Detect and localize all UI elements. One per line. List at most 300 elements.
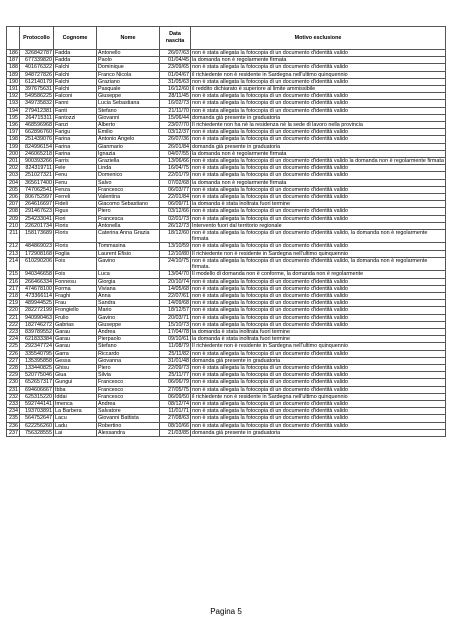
cell-data-nascita: 14/05/68 — [160, 285, 191, 292]
cell-motivo: non è stata allegata la fotocopia di un documento d'identità valido — [191, 321, 446, 328]
table-row — [7, 57, 446, 64]
cell-cognome: Farina — [54, 143, 97, 150]
cell-data-nascita: 20/10/74 — [160, 278, 191, 285]
cell-protocollo: 839789552 — [20, 328, 54, 335]
cell-nome: Dominique — [97, 64, 160, 71]
cell-data-nascita: 26/01/84 — [160, 143, 191, 150]
cell-cognome: Frau — [54, 300, 97, 307]
cell-motivo: non è stata allegata la fotocopia di un documento d'identità valido — [191, 50, 446, 57]
table-row — [7, 71, 446, 78]
cell-data-nascita: 23/09/65 — [160, 64, 191, 71]
cell-data-nascita: 31/05/63 — [160, 78, 191, 85]
cell-row-index: 226 — [7, 350, 20, 357]
table-row — [7, 194, 446, 201]
cell-cognome: Frongiello — [54, 307, 97, 314]
cell-motivo: non è stata allegata la fotocopia di un documento d'identità valido — [191, 129, 446, 136]
cell-motivo: non è stata allegata la fotocopia di un documento d'identità valido — [191, 364, 446, 371]
cell-nome: Valentina — [97, 194, 160, 201]
cell-cognome: Falchi — [54, 86, 97, 93]
table-row — [7, 208, 446, 215]
cell-nome: Francesca — [97, 215, 160, 222]
cell-motivo: non è stata allegata la fotocopia di un documento d'identità valido — [191, 243, 446, 250]
cell-data-nascita: 16/12/60 — [160, 86, 191, 93]
cell-nome: Stefano — [97, 107, 160, 114]
cell-cognome: Farris — [54, 158, 97, 165]
cell-nome: Laurent Efisio — [97, 250, 160, 257]
cell-nome: Franco Nicola — [97, 71, 160, 78]
col-header-protocollo: Protocollo — [20, 27, 54, 50]
cell-data-nascita: 06/06/79 — [160, 379, 191, 386]
cell-cognome: Garau — [54, 343, 97, 350]
table-row — [7, 415, 446, 422]
cell-row-index: 201 — [7, 158, 20, 165]
col-header-index — [7, 27, 20, 50]
table-row — [7, 321, 446, 328]
cell-cognome: Fantozzi — [54, 114, 97, 121]
cell-motivo: domanda già presente in graduatoria — [191, 114, 446, 121]
cell-cognome: Figus — [54, 208, 97, 215]
table-row — [7, 314, 446, 321]
cell-motivo: domanda già presente in graduatoria — [191, 143, 446, 150]
cell-protocollo: 948727826 — [20, 71, 54, 78]
table-row — [7, 343, 446, 350]
cell-motivo: il richiedente non è residente in Sardegna nell'ultimo quinquennio — [191, 393, 446, 400]
table-row — [7, 257, 446, 270]
cell-cognome: Fideli — [54, 201, 97, 208]
cell-row-index: 217 — [7, 285, 20, 292]
cell-data-nascita: 21/03/85 — [160, 429, 191, 436]
table-row — [7, 114, 446, 121]
cell-cognome: Fadda — [54, 57, 97, 64]
cell-protocollo: 824319711 — [20, 165, 54, 172]
table-row — [7, 122, 446, 129]
table-row — [7, 250, 446, 257]
cell-row-index: 200 — [7, 150, 20, 157]
cell-data-nascita: 16/02/73 — [160, 100, 191, 107]
table-row — [7, 300, 446, 307]
cell-nome: Giovanna — [97, 357, 160, 364]
cell-nome: Graziella — [97, 158, 160, 165]
cell-nome: Luca — [97, 271, 160, 278]
cell-protocollo: 182746272 — [20, 321, 54, 328]
cell-nome: Piero — [97, 364, 160, 371]
cell-nome: Giorgia — [97, 278, 160, 285]
cell-data-nascita: 22/01/79 — [160, 172, 191, 179]
table-row — [7, 93, 446, 100]
cell-row-index: 223 — [7, 328, 20, 335]
cell-protocollo: 662896760 — [20, 129, 54, 136]
cell-motivo: non è stata allegata la fotocopia di un documento d'identità valido — [191, 350, 446, 357]
cell-protocollo: 291467623 — [20, 208, 54, 215]
cell-motivo: non è stata allegata la fotocopia di un documento d'identità valido — [191, 300, 446, 307]
cell-data-nascita: 22/09/73 — [160, 364, 191, 371]
cell-cognome: Fraghi — [54, 292, 97, 299]
cell-data-nascita: 06/03/77 — [160, 186, 191, 193]
table-row — [7, 186, 446, 193]
cell-data-nascita: 12/10/80 — [160, 250, 191, 257]
table-row — [7, 328, 446, 335]
cell-row-index: 212 — [7, 243, 20, 250]
cell-nome: Gavino — [97, 314, 160, 321]
cell-row-index: 189 — [7, 71, 20, 78]
cell-row-index: 237 — [7, 429, 20, 436]
cell-motivo: non è stata allegata la fotocopia di un documento d'identità valido — [191, 292, 446, 299]
cell-nome: Tommasina — [97, 243, 160, 250]
cell-motivo: Intervento fuori dal territorio regionale — [191, 222, 446, 229]
cell-protocollo: 622256260 — [20, 422, 54, 429]
table-row — [7, 179, 446, 186]
table-row — [7, 271, 446, 278]
cell-row-index: 203 — [7, 172, 20, 179]
cell-cognome: Fanti — [54, 107, 97, 114]
cell-data-nascita: 27/05/75 — [160, 386, 191, 393]
cell-motivo: Il richiedente non ha nè la residenza nè la sede di lavoro nella provincia — [191, 122, 446, 129]
table-row — [7, 136, 446, 143]
table-row — [7, 165, 446, 172]
cell-nome: Giuseppe — [97, 93, 160, 100]
table-row — [7, 350, 446, 357]
cell-row-index: 205 — [7, 186, 20, 193]
cell-data-nascita: 08/10/66 — [160, 422, 191, 429]
cell-cognome: Fonnesu — [54, 278, 97, 285]
cell-protocollo: 133440825 — [20, 364, 54, 371]
cell-nome: Alberto — [97, 122, 160, 129]
table-row — [7, 50, 446, 57]
cell-nome: Gavino — [97, 257, 160, 270]
cell-nome: Andrea — [97, 328, 160, 335]
cell-cognome: Imenca — [54, 400, 97, 407]
cell-cognome: Farina — [54, 136, 97, 143]
cell-data-nascita: 25/11/77 — [160, 372, 191, 379]
cell-data-nascita: 11/01/71 — [160, 408, 191, 415]
cell-protocollo: 326842787 — [20, 50, 54, 57]
cell-nome: Viviana — [97, 285, 160, 292]
cell-nome: Francesco — [97, 393, 160, 400]
cell-protocollo: 747062541 — [20, 186, 54, 193]
cell-cognome: Fois — [54, 257, 97, 270]
cell-motivo: Il richiedente non è residente in Sardegna nell'ultimo quinquennio — [191, 343, 446, 350]
cell-motivo: non è stata allegata la fotocopia di un documento d'identità valido — [191, 136, 446, 143]
cell-motivo: domanda già presente in graduatoria — [191, 357, 446, 364]
cell-data-nascita: 22/07/61 — [160, 292, 191, 299]
cell-cognome: Lai — [54, 429, 97, 436]
cell-row-index: 232 — [7, 393, 20, 400]
cell-nome: Pierpaolo — [97, 336, 160, 343]
cell-row-index: 206 — [7, 194, 20, 201]
cell-cognome: Fanzi — [54, 122, 97, 129]
cell-protocollo: 940990463 — [20, 314, 54, 321]
cell-cognome: Forma — [54, 285, 97, 292]
cell-data-nascita: 27/08/63 — [160, 415, 191, 422]
cell-row-index: 187 — [7, 57, 20, 64]
cell-data-nascita: 03/12/37 — [160, 129, 191, 136]
cell-protocollo: 549586225 — [20, 93, 54, 100]
cell-cognome: Fadda — [54, 50, 97, 57]
cell-cognome: Fanni — [54, 100, 97, 107]
cell-protocollo: 756328555 — [20, 429, 54, 436]
cell-cognome: Ibba — [54, 386, 97, 393]
cell-protocollo: 401676322 — [20, 64, 54, 71]
cell-nome: Antonella — [97, 222, 160, 229]
cell-protocollo: 621833384 — [20, 336, 54, 343]
cell-protocollo: 264616697 — [20, 201, 54, 208]
cell-data-nascita: 03/12/66 — [160, 208, 191, 215]
cell-row-index: 213 — [7, 250, 20, 257]
cell-cognome: Fiori — [54, 215, 97, 222]
cell-row-index: 233 — [7, 400, 20, 407]
cell-data-nascita: 15/06/44 — [160, 114, 191, 121]
cell-row-index: 216 — [7, 278, 20, 285]
cell-protocollo: 266466334 — [20, 278, 54, 285]
cell-nome: Francesco — [97, 379, 160, 386]
cell-motivo: Il modello di domanda non è conforme, la domanda non è regolarmente — [191, 271, 446, 278]
cell-motivo: non è stata allegata la fotocopia di un documento d'identità valido — [191, 285, 446, 292]
cell-motivo: non è stata allegata la fotocopia di un documento d'identità valido, la domanda non è regolarmente firmata — [191, 230, 446, 243]
cell-motivo: non è stata allegata la fotocopia di un documento d'identità valido — [191, 186, 446, 193]
table-row — [7, 336, 446, 343]
cell-protocollo: 468596968 — [20, 122, 54, 129]
table-header-row — [7, 27, 446, 50]
cell-nome: Piero — [97, 208, 160, 215]
table-row — [7, 292, 446, 299]
cell-data-nascita: 11/08/79 — [160, 343, 191, 350]
cell-data-nascita: 25/11/82 — [160, 350, 191, 357]
cell-protocollo: 158173689 — [20, 230, 54, 243]
cell-row-index: 210 — [7, 222, 20, 229]
cell-protocollo: 694606667 — [20, 386, 54, 393]
cell-protocollo: 900393266 — [20, 158, 54, 165]
cell-cognome: Frulio — [54, 314, 97, 321]
cell-nome: Francesco — [97, 386, 160, 393]
cell-data-nascita: 13/06/66 — [160, 158, 191, 165]
cell-protocollo: 279412381 — [20, 107, 54, 114]
cell-cognome: Ghisu — [54, 364, 97, 371]
cell-motivo: non è stata allegata la fotocopia di un documento d'identità valido — [191, 78, 446, 85]
cell-nome: Giovanni — [97, 114, 160, 121]
cell-data-nascita: 21/11/70 — [160, 107, 191, 114]
table-row — [7, 215, 446, 222]
cell-motivo: non è stata allegata la fotocopia di un documento d'identità valido — [191, 215, 446, 222]
cell-row-index: 204 — [7, 179, 20, 186]
table-row — [7, 307, 446, 314]
cell-cognome: Floris — [54, 230, 97, 243]
cell-motivo: non è stata allegata la fotocopia di un documento d'identità valido, la domanda non è regolarmente firmata. — [191, 257, 446, 270]
cell-data-nascita: 31/01/48 — [160, 357, 191, 364]
cell-cognome: Fele — [54, 165, 97, 172]
cell-motivo: Il richiedente non è residente in Sardegna nell'ultimo quinquennio — [191, 250, 446, 257]
cell-row-index: 197 — [7, 129, 20, 136]
cell-cognome: Floris — [54, 243, 97, 250]
cell-motivo: non è stata allegata la fotocopia di un documento d'identità valido — [191, 307, 446, 314]
cell-nome: Andrea — [97, 400, 160, 407]
cell-data-nascita: 26/07/63 — [160, 50, 191, 57]
cell-row-index: 198 — [7, 136, 20, 143]
cell-motivo: non è stata allegata la fotocopia di un documento d'identità valido — [191, 408, 446, 415]
table-row — [7, 379, 446, 386]
cell-nome: Ignazia — [97, 150, 160, 157]
cell-cognome: Gessa — [54, 357, 97, 364]
cell-cognome: Falchi — [54, 64, 97, 71]
cell-motivo: non è stata allegata la fotocopia di un documento d'identità valido — [191, 194, 446, 201]
cell-nome: Stefano — [97, 343, 160, 350]
table-row — [7, 429, 446, 436]
cell-motivo: non è stata allegata la fotocopia di un documento d'identità valido — [191, 415, 446, 422]
cell-motivo: la domanda è stata inoltrata fuori termine — [191, 336, 446, 343]
table-row — [7, 172, 446, 179]
cell-motivo: non è stata allegata la fotocopia di un documento d'identità valido — [191, 172, 446, 179]
cell-cognome: Gabrias — [54, 321, 97, 328]
cell-protocollo: 652657317 — [20, 379, 54, 386]
table-row — [7, 357, 446, 364]
cell-data-nascita: 04/07/55 — [160, 150, 191, 157]
cell-row-index: 234 — [7, 408, 20, 415]
cell-nome: Giacomo Sebastiano — [97, 201, 160, 208]
cell-motivo: il reddito dichiarato è superiore al limite ammissibile — [191, 86, 446, 93]
cell-data-nascita: 06/09/50 — [160, 393, 191, 400]
cell-protocollo: 520775046 — [20, 372, 54, 379]
cell-cognome: Fenza — [54, 186, 97, 193]
cell-nome: Gianmario — [97, 143, 160, 150]
cell-data-nascita: 22/01/84 — [160, 194, 191, 201]
table-row — [7, 278, 446, 285]
cell-row-index: 227 — [7, 357, 20, 364]
cell-data-nascita: 14/09/68 — [160, 300, 191, 307]
cell-row-index: 211 — [7, 230, 20, 243]
table-row — [7, 230, 446, 243]
cell-protocollo: 282272199 — [20, 307, 54, 314]
cell-nome: Giuseppe — [97, 321, 160, 328]
cell-data-nascita: 26/07/36 — [160, 136, 191, 143]
cell-cognome: Floris — [54, 222, 97, 229]
table-row — [7, 386, 446, 393]
cell-cognome: Iddai — [54, 393, 97, 400]
cell-nome: Robertino — [97, 422, 160, 429]
cell-row-index: 219 — [7, 300, 20, 307]
cell-row-index: 215 — [7, 271, 20, 278]
cell-data-nascita: 02/01/73 — [160, 215, 191, 222]
cell-protocollo: 489944525 — [20, 300, 54, 307]
cell-cognome: Foglia — [54, 250, 97, 257]
cell-nome: Antonello — [97, 50, 160, 57]
cell-motivo: il richiedente non è residente in Sardegna nell'ultimo quinquennio — [191, 71, 446, 78]
cell-motivo: non è stata allegata la fotocopia di un documento d'identità valido — [191, 422, 446, 429]
cell-row-index: 228 — [7, 364, 20, 371]
cell-protocollo: 474678100 — [20, 285, 54, 292]
cell-nome: Mario — [97, 307, 160, 314]
cell-motivo: non è stata allegata la fotocopia di un documento d'identità valido — [191, 93, 446, 100]
table-row — [7, 158, 446, 165]
table-row — [7, 222, 446, 229]
cell-nome: Graziano — [97, 78, 160, 85]
cell-data-nascita: 07/02/68 — [160, 179, 191, 186]
cell-motivo: non è stata allegata la fotocopia di un documento d'identità valido — [191, 64, 446, 71]
cell-nome: Giovanni Battista — [97, 415, 160, 422]
table-row — [7, 86, 446, 93]
cell-row-index: 220 — [7, 307, 20, 314]
cell-cognome: La Barbera — [54, 408, 97, 415]
cell-row-index: 194 — [7, 107, 20, 114]
cell-row-index: 192 — [7, 93, 20, 100]
cell-protocollo: 484869023 — [20, 243, 54, 250]
cell-motivo: non è stata allegata la fotocopia di un documento d'identità valido — [191, 208, 446, 215]
table-row — [7, 243, 446, 250]
cell-motivo: domanda già presente in graduatoria — [191, 429, 446, 436]
cell-data-nascita: 15/10/73 — [160, 321, 191, 328]
cell-protocollo: 251027321 — [20, 172, 54, 179]
cell-motivo: non è stata allegata la fotocopia di un documento d'identità valido — [191, 372, 446, 379]
cell-protocollo: 625315220 — [20, 393, 54, 400]
cell-nome: Francesco — [97, 186, 160, 193]
cell-data-nascita: 13/10/59 — [160, 243, 191, 250]
cell-nome: Paolo — [97, 57, 160, 64]
cell-row-index: 229 — [7, 372, 20, 379]
cell-protocollo: 193703891 — [20, 408, 54, 415]
cell-cognome: Ferreli — [54, 194, 97, 201]
cell-protocollo: 365617400 — [20, 179, 54, 186]
cell-data-nascita: 23/07/70 — [160, 122, 191, 129]
cell-motivo: non è stata allegata la fotocopia di un documento d'identità valido — [191, 386, 446, 393]
cell-nome: Caterina Anna Grazia — [97, 230, 160, 243]
cell-cognome: Garra — [54, 350, 97, 357]
cell-protocollo: 172908168 — [20, 250, 54, 257]
cell-nome: Pasquale — [97, 86, 160, 93]
cell-data-nascita: 13/04/70 — [160, 271, 191, 278]
cell-cognome: Falchi — [54, 71, 97, 78]
cell-data-nascita: 18/12/60 — [160, 230, 191, 243]
cell-protocollo: 940346658 — [20, 271, 54, 278]
cell-nome: Linda — [97, 165, 160, 172]
cell-protocollo: 335540795 — [20, 350, 54, 357]
cell-protocollo: 610290206 — [20, 257, 54, 270]
table-row — [7, 143, 446, 150]
cell-nome: Salvo — [97, 179, 160, 186]
table-row — [7, 408, 446, 415]
cell-motivo: non è stata allegata la fotocopia di un documento d'identità valido — [191, 314, 446, 321]
col-header-motivo: Motivo esclusione — [191, 27, 446, 50]
cell-row-index: 221 — [7, 314, 20, 321]
table-row — [7, 372, 446, 379]
cell-motivo: non è stata allegata la fotocopia di un documento d'identità valido — [191, 379, 446, 386]
cell-protocollo: 246065218 — [20, 150, 54, 157]
cell-data-nascita: 09/10/61 — [160, 336, 191, 343]
cell-row-index: 236 — [7, 422, 20, 429]
cell-protocollo: 592744141 — [20, 400, 54, 407]
table-row — [7, 129, 446, 136]
cell-data-nascita: 16/04/75 — [160, 165, 191, 172]
cell-cognome: Fenu — [54, 179, 97, 186]
cell-nome: Domenico — [97, 172, 160, 179]
cell-motivo: la domanda non è regolarmente firmata — [191, 57, 446, 64]
cell-data-nascita: 01/04/67 — [160, 71, 191, 78]
cell-row-index: 188 — [7, 64, 20, 71]
table-row — [7, 285, 446, 292]
cell-protocollo: 824996154 — [20, 143, 54, 150]
cell-data-nascita: 24/10/75 — [160, 257, 191, 270]
cell-nome: Alessandra — [97, 429, 160, 436]
table-row — [7, 393, 446, 400]
table-row — [7, 400, 446, 407]
cell-nome: Anna — [97, 292, 160, 299]
cell-row-index: 196 — [7, 122, 20, 129]
cell-protocollo: 264715311 — [20, 114, 54, 121]
table-row — [7, 422, 446, 429]
cell-row-index: 214 — [7, 257, 20, 270]
cell-row-index: 235 — [7, 415, 20, 422]
cell-protocollo: 677339820 — [20, 57, 54, 64]
cell-nome: Lucia Sebastiana — [97, 100, 160, 107]
cell-motivo: non è stata allegata la fotocopia di un documento d'identità valido — [191, 165, 446, 172]
cell-row-index: 195 — [7, 114, 20, 121]
